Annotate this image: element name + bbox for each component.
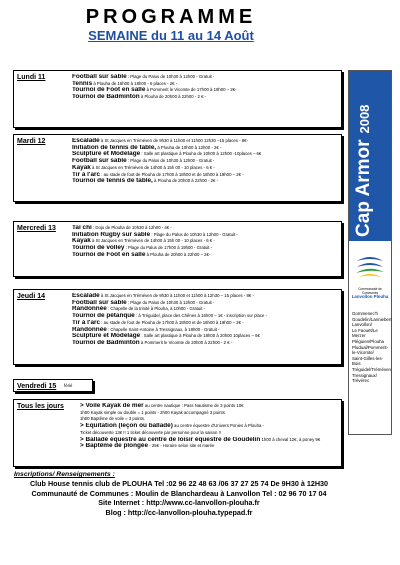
activity-name: Tennis xyxy=(72,80,93,87)
commune-name: Tréguidel/Tréméven xyxy=(352,366,391,372)
activity-detail: - 25€ - Horaire selon site et marée xyxy=(148,443,215,449)
activity-row xyxy=(64,383,89,390)
day-box-vendredi xyxy=(13,379,93,392)
activity-row xyxy=(80,437,338,444)
activity-row xyxy=(72,178,338,185)
commune-name: Pludual/Pommerit- xyxy=(352,344,389,350)
activity-name: Tir à l'arc xyxy=(72,171,101,178)
commune-name: Le Faouët/Le Merzer xyxy=(352,327,378,339)
activity-detail: : au stade de foot de Plouha de 17h00 à 18h00 et de 18h00 à 19h00 – 2€ - xyxy=(100,171,244,177)
activity-row xyxy=(72,313,338,320)
day-label: Lundi 11 xyxy=(17,74,46,81)
activity-name: Tournoi de pétanque xyxy=(72,313,135,320)
communes-list xyxy=(352,311,390,384)
website-link[interactable]: Site Internet : http://www.cc-lanvollon-plouha.fr xyxy=(98,498,260,508)
commune-name: Saint-Gilles-les-Bois xyxy=(352,355,383,367)
activity-detail: : Chapelle de la trinité à Plouha, à 10h00 - Gratuit - xyxy=(106,306,205,312)
activity-name: Football sur sable xyxy=(72,74,127,80)
activity-name: > Baptême de plongée xyxy=(80,443,149,450)
activity-detail: : Plage du Palus de 10h30 à 12h00 - Gratuit - xyxy=(126,74,215,79)
activity-name: Initiation Rugby sur sable xyxy=(72,231,151,238)
activity-name: Sculpture et Modelage xyxy=(72,151,141,158)
activity-row xyxy=(72,81,338,88)
activity-name: Tournoi de Foot en salle xyxy=(72,87,146,94)
contact-line-club: Club House tennis club de PLOUHA Tel :02 96 22 48 63 /06 37 27 25 74 De 9H30 à 12H30 xyxy=(29,479,329,488)
day-label: Vendredi 15 xyxy=(17,383,57,390)
activity-detail: : Plage du Palus de 10h30 à 12h00 - Gratuit - xyxy=(150,231,238,237)
activity-detail: : Plage du Palus de 17h00 à 19h00 - Gratuit - xyxy=(124,245,213,251)
activity-row xyxy=(72,138,338,145)
activity-detail: à St Jacques en Tréméven de 9h30 à 11h00 et 11h00 à 12h30 – 15 places - 8€ - xyxy=(99,293,254,298)
activity-detail: à St Jacques en Tréméven de 14h00 à 15h 00 - 10 places - 6 € - xyxy=(90,164,215,170)
activity-name: Sculpture et Modelage xyxy=(72,333,141,340)
commune-name: Trévérec xyxy=(352,378,370,384)
activity-detail: : Salle art plastique à Plouha de 10h00 à 12h00 -10places – 6€ xyxy=(140,151,262,157)
activity-row xyxy=(72,94,338,101)
activity-row xyxy=(72,158,338,165)
activity-list xyxy=(64,383,89,390)
activity-name: > Voile Kayak de mer xyxy=(80,403,144,409)
activity-row xyxy=(72,238,338,245)
activity-name: Kayak xyxy=(72,164,91,171)
activity-list xyxy=(72,293,338,347)
activity-name: Football sur sable xyxy=(72,158,127,165)
commune-name: Gommenec'h xyxy=(352,311,378,316)
activity-detail: au centre équestre d'Univers Ponies à Plouha - xyxy=(172,423,264,429)
commune-name: Lanvollon/ xyxy=(352,322,373,328)
page-subtitle: SEMAINE du 11 au 14 Août xyxy=(88,28,254,43)
activity-row xyxy=(72,145,338,152)
activity-row xyxy=(72,232,338,239)
activity-row xyxy=(72,340,338,347)
activity-row xyxy=(72,327,338,334)
brand-title: Cap Armor2008 xyxy=(353,104,374,237)
activity-name: Tournoi de Badminton xyxy=(72,339,140,346)
contact-line-community: Communauté de Communes : Moulin de Blanchardeau à Lanvollon Tel : 02 96 70 17 04 xyxy=(31,488,327,498)
activity-name: Tournoi de Badminton xyxy=(72,94,140,101)
activity-row xyxy=(80,430,338,437)
day-label: Mardi 12 xyxy=(17,138,46,145)
activity-row xyxy=(72,165,338,172)
activity-row xyxy=(72,172,338,179)
day-label: Mercredi 13 xyxy=(17,225,56,232)
activity-row xyxy=(72,333,338,340)
activity-detail: : Salle art plastique à Plouha de 18h00 à 20h00 10places – 6€ xyxy=(140,333,260,339)
activity-detail: au centre nautique : Pass Nautisme de 3 points 10€ xyxy=(143,403,244,408)
activity-row xyxy=(72,74,338,81)
activity-list xyxy=(72,138,338,185)
activity-row xyxy=(72,293,338,300)
activity-detail: à Plouha de 20h00 à 22h00 - 2 € - xyxy=(139,94,207,100)
activity-detail: férié xyxy=(64,383,73,388)
activity-detail: à St Jacques en Tréméven de 9h30 à 11h00 et 11h00 12h30 –15 places - 8€- xyxy=(99,138,248,143)
activity-row xyxy=(72,300,338,307)
activity-row xyxy=(80,416,338,423)
activity-detail: : au stade de foot de Plouha de 17h00 à 18h00 et de 18h00 à 19h00 – 2€ - xyxy=(100,319,244,325)
activity-name: Tournoi de Foot en salle xyxy=(72,251,146,258)
activity-name: > Balladé équestre au centre de loisir équestre de Goudelin xyxy=(80,436,261,443)
day-box-mercredi xyxy=(13,221,342,277)
activity-name: Randonnée xyxy=(72,306,107,313)
page-title: PROGRAMME xyxy=(85,6,257,28)
day-label: Jeudi 14 xyxy=(17,293,46,300)
logo-caption: Communauté de Communes Lanvollon Plouha xyxy=(351,287,389,299)
activity-detail: : Plage du Palus de 10h30 à 12h00 - Gratuit - xyxy=(126,299,215,305)
commune-name: Goudelin/Lanniebert xyxy=(352,316,392,322)
activity-name: > Équitation (leçon ou balladé) xyxy=(80,423,173,430)
activity-detail: à Plouha de 16h00 à 18h00 - 6 places - 2€ - xyxy=(92,80,178,86)
commune-name: le-Vicomte/ xyxy=(352,350,374,356)
activity-row xyxy=(80,410,338,417)
activity-detail: Ticket découverte 13€ !! 1 ticket découverte par personne pour la saison !! xyxy=(80,429,222,435)
daily-label: Tous les jours xyxy=(17,403,64,410)
activity-row xyxy=(80,443,338,450)
activity-name: Kayak xyxy=(72,238,91,245)
contact-label: Inscriptions/ Renseignements : xyxy=(14,471,115,478)
commune-name: Pléguien/Plouha xyxy=(352,338,384,344)
commune-name: Tressignaux/ xyxy=(352,372,377,378)
activity-detail: à Pommerit le Vicomte de 17h00 à 19h00 – 2€- xyxy=(145,87,237,93)
activity-row xyxy=(72,252,338,259)
activity-name: Initiation de tennis de table, xyxy=(72,144,157,151)
activity-name: Tir à l'arc xyxy=(72,319,101,326)
activity-detail: à Pommerit le Vicomte de 20h00 à 22h00 - 2 € - xyxy=(139,339,233,345)
activity-detail: : Chapelle Saint-Antoine à Tressignaux, à 18h00 - Gratuit - xyxy=(106,326,220,332)
activity-detail: 1h00 Baptême de voile = 3 points. xyxy=(80,416,146,422)
contact-info xyxy=(12,470,346,517)
activity-row xyxy=(80,423,338,430)
activity-detail: à St Jacques en Tréméven de 14h00 à 15h 00 - 10 places - 6 € - xyxy=(90,238,215,244)
activity-name: Tournoi de volley xyxy=(72,245,125,252)
activity-row xyxy=(72,151,338,158)
activity-detail: 1h00 à cheval 12€, à poney 9€ xyxy=(260,436,321,442)
activity-list xyxy=(72,74,338,101)
activity-list xyxy=(72,225,338,259)
activity-detail: à Plouha de 10h00 à 12h00 - 2€ - xyxy=(156,144,222,150)
day-box-jeudi xyxy=(13,289,342,365)
activity-row xyxy=(72,320,338,327)
activity-detail: : à Tréguidel, place des Chênes à 16h00 – 1€ - inscription sur place - xyxy=(134,313,268,319)
activity-name: Tournoi de tennis de table, xyxy=(72,178,153,185)
activity-name: Escalade xyxy=(72,138,100,144)
daily-box xyxy=(13,399,342,467)
activity-detail: à Plouha de 20h00 à 22h00 – 2€- xyxy=(145,251,211,257)
day-box-lundi xyxy=(13,70,342,128)
activity-row xyxy=(72,245,338,252)
activity-row xyxy=(80,403,338,410)
activity-detail: 1h00 Kayak simple ou double = 1 points - 2h00 Kayak accompagné 3 points xyxy=(80,409,225,415)
activity-name: Football sur sable xyxy=(72,299,127,306)
cap-armor-sidebar xyxy=(348,70,392,435)
activity-name: Escalade xyxy=(72,293,100,299)
activity-name: Randonnée xyxy=(72,326,107,333)
activity-name: Taï chi xyxy=(72,225,92,231)
community-logo-icon xyxy=(355,253,385,281)
blog-link[interactable]: Blog : http://cc-lanvollon-plouha.typepad.fr xyxy=(105,507,253,517)
activity-row xyxy=(72,306,338,313)
activity-detail: : Dojo de Plouha de 10h30 à 12h00 - 4€ - xyxy=(91,225,172,230)
activity-row xyxy=(72,87,338,94)
day-box-mardi xyxy=(13,134,342,202)
activity-row xyxy=(72,225,338,232)
activity-detail: à Plouha de 20h00 à 22h00 - 2€ - xyxy=(152,178,219,184)
activity-detail: : Plage du Palus de 10h30 à 12h00 - Gratuit - xyxy=(126,158,215,164)
daily-activity-list xyxy=(80,403,338,450)
